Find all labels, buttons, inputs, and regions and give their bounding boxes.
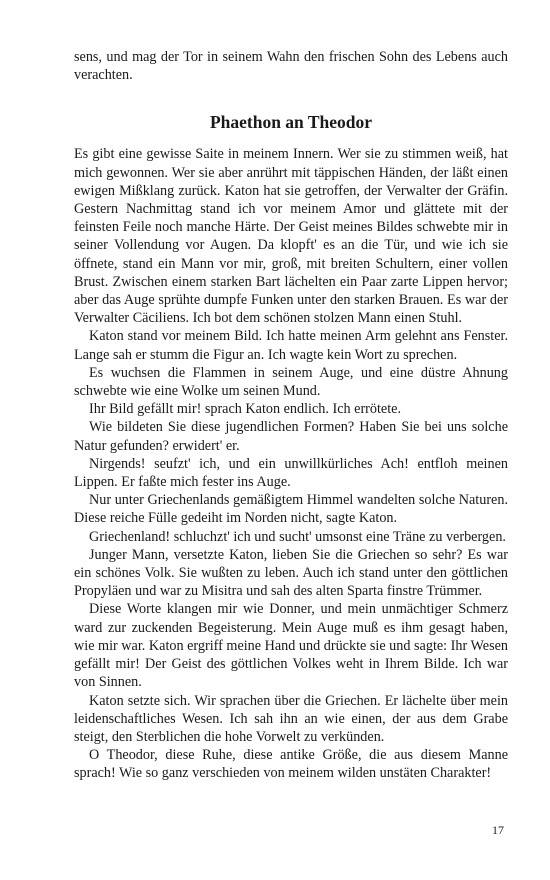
paragraph: Es gibt eine gewisse Saite in meinem Innern. Wer sie zu stimmen weiß, hat mich gewonnen. Wer sie aber anrührt mit täppischen Händen, der läßt einen ewigen Mißklang zurück. Katon hat sie getroffen, der Verwalter der Gräfin. Gestern Nachmittag stand ich vor meinem Amor und glättete mit der feinsten Feile noch manche Härte. Der Geist meines Bildes schwebte mir in seiner Vollendung vor Augen. Da klopft' es an die Tür, und wie ich sie öffnete, stand ein Mann vor mir, groß, mit breiten Schultern, einer vollen Brust. Zwischen einem starken Bart lächelten ein Paar zarte Lippen hervor; aber das Auge sprühte dumpfe Funken unter den starken Brauen. Es war der Verwalter Cäciliens. Ich bot dem schönen stolzen Mann einen Stuhl. bbox=[74, 146, 508, 327]
page-number: 17 bbox=[492, 823, 504, 837]
page-body bbox=[74, 48, 508, 783]
paragraph: Katon setzte sich. Wir sprachen über die Griechen. Er lächelte über mein leidenschaftliches Wesen. Ich sah ihn an wie einen, der aus dem Grabe steigt, den Sterblichen die hohe Vorwelt zu verkünden. bbox=[74, 692, 508, 745]
paragraph: Es wuchsen die Flammen in seinem Auge, und eine düstre Ahnung schwebte wie eine Wolke um seinen Mund. bbox=[74, 364, 508, 400]
paragraph: Griechenland! schluchzt' ich und sucht' umsonst eine Träne zu verbergen. bbox=[89, 528, 506, 545]
letter-title: Phaethon an Theodor bbox=[209, 112, 373, 133]
continuation-paragraph: sens, und mag der Tor in seinem Wahn den frischen Sohn des Lebens auch verachten. bbox=[74, 49, 508, 84]
paragraph: Katon stand vor meinem Bild. Ich hatte meinen Arm gelehnt ans Fenster. Lange sah er stumm die Figur an. Ich wagte kein Wort zu sprechen. bbox=[74, 328, 508, 363]
paragraph: Diese Worte klangen mir wie Donner, und mein unmächtiger Schmerz ward zur zuckenden Begeisterung. Mein Auge muß es ihm gesagt haben, wie mir war. Katon ergriff meine Hand und drückte sie und sagte: Ihr Wesen gefällt mir! Der Geist des göttlichen Volkes weht in Ihrem Bilde. Ich war von Sinnen. bbox=[74, 601, 508, 691]
paragraph: Nirgends! seufzt' ich, und ein unwillkürliches Ach! entfloh meinen Lippen. Er faßte mich fester ins Auge. bbox=[74, 455, 508, 491]
paragraph: Junger Mann, versetzte Katon, lieben Sie die Griechen so sehr? Es war ein schönes Volk. Sie wußten zu leben. Auch ich stand unter den göttlichen Propyläen und war zu Misitra und sah des alten Sparta finstre Trümmer. bbox=[74, 546, 508, 600]
paragraph: O Theodor, diese Ruhe, diese antike Größe, die aus diesem Manne sprach! Wie so ganz verschieden von meinem wilden unstäten Charakter! bbox=[74, 747, 508, 782]
paragraph: Ihr Bild gefällt mir! sprach Katon endlich. Ich errötete. bbox=[89, 401, 402, 418]
paragraph: Nur unter Griechenlands gemäßigtem Himmel wandelten solche Naturen. Diese reiche Fülle gedeiht im Norden nicht, sagte Katon. bbox=[74, 492, 508, 527]
letter-text bbox=[74, 145, 508, 782]
paragraph: Wie bildeten Sie diese jugendlichen Formen? Haben Sie bei uns solche Natur gefunden? erwidert' er. bbox=[74, 419, 508, 454]
